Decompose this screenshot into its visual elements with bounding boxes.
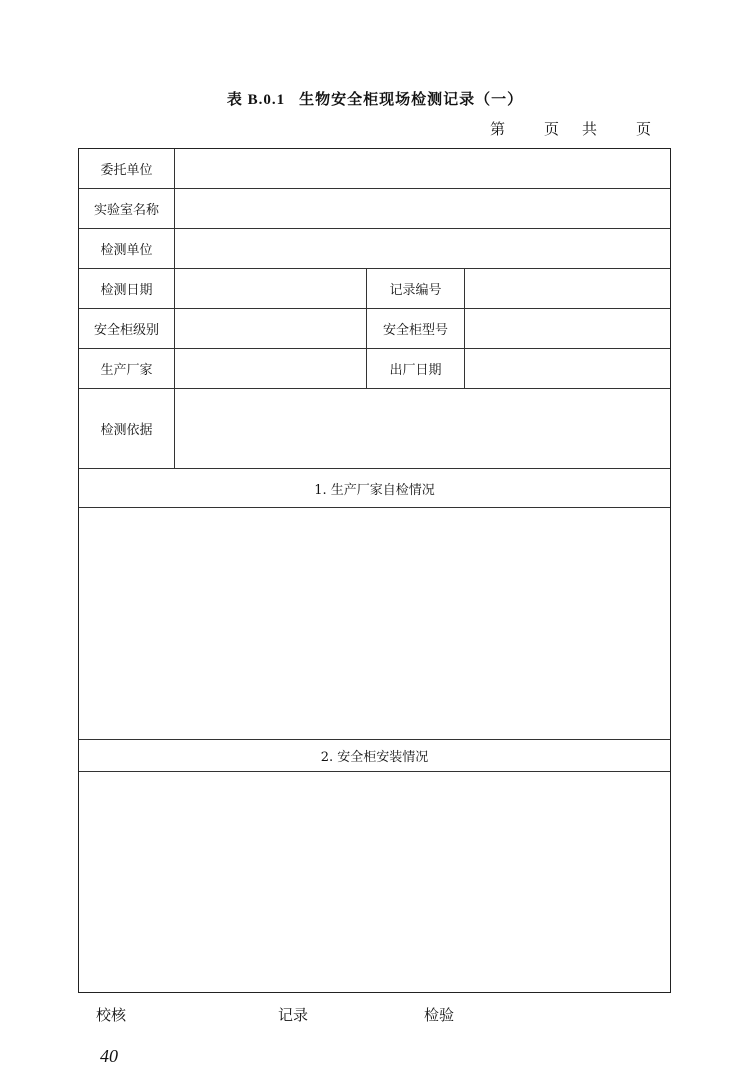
row-test-unit — [79, 229, 670, 269]
field-factory-date[interactable] — [465, 349, 670, 388]
section-2-header: 2. 安全柜安装情况 — [320, 750, 429, 765]
section-1-body[interactable] — [79, 508, 670, 740]
table-title — [0, 88, 750, 109]
field-record-no[interactable] — [465, 269, 670, 308]
label-test-date: 检测日期 — [79, 269, 175, 308]
field-manufacturer[interactable] — [175, 349, 366, 388]
label-manufacturer: 生产厂家 — [79, 349, 175, 388]
label-record-no: 记录编号 — [366, 269, 465, 308]
label-test-unit: 检测单位 — [79, 229, 175, 268]
field-cabinet-level[interactable] — [175, 309, 366, 348]
section-1-header: 1. 生产厂家自检情况 — [314, 482, 435, 498]
row-test-basis — [79, 389, 670, 469]
row-lab-name — [79, 189, 670, 229]
row-test-date — [79, 269, 670, 309]
label-lab-name: 实验室名称 — [79, 189, 175, 228]
label-test-basis: 检测依据 — [79, 389, 175, 468]
page-di: 第 — [490, 120, 506, 138]
page-number: 40 — [100, 1046, 118, 1066]
field-test-date[interactable] — [175, 269, 366, 308]
footer-inspect-label: 检验 — [424, 1006, 455, 1024]
row-manufacturer — [79, 349, 670, 389]
page-gong: 共 — [582, 120, 598, 138]
label-factory-date: 出厂日期 — [366, 349, 465, 388]
field-lab-name[interactable] — [175, 189, 670, 228]
field-cabinet-model[interactable] — [465, 309, 670, 348]
field-test-unit[interactable] — [175, 229, 670, 268]
page-ye-total: 页 — [636, 120, 652, 138]
field-test-basis[interactable] — [175, 389, 670, 468]
label-cabinet-model: 安全柜型号 — [366, 309, 465, 348]
section-2-header-row — [79, 740, 670, 772]
page-ye: 页 — [544, 120, 560, 138]
label-client: 委托单位 — [79, 149, 175, 188]
table-code: 表 B.0.1 — [226, 92, 286, 108]
row-cabinet-level — [79, 309, 670, 349]
record-form — [78, 148, 671, 993]
section-1-header-row — [79, 469, 670, 508]
section-2-body[interactable] — [79, 772, 670, 992]
field-client[interactable] — [175, 149, 670, 188]
row-client — [79, 149, 670, 189]
footer-check-label: 校核 — [96, 1006, 127, 1024]
table-title-text: 生物安全柜现场检测记录（一） — [299, 90, 524, 108]
footer-record-label: 记录 — [278, 1006, 309, 1024]
label-cabinet-level: 安全柜级别 — [79, 309, 175, 348]
